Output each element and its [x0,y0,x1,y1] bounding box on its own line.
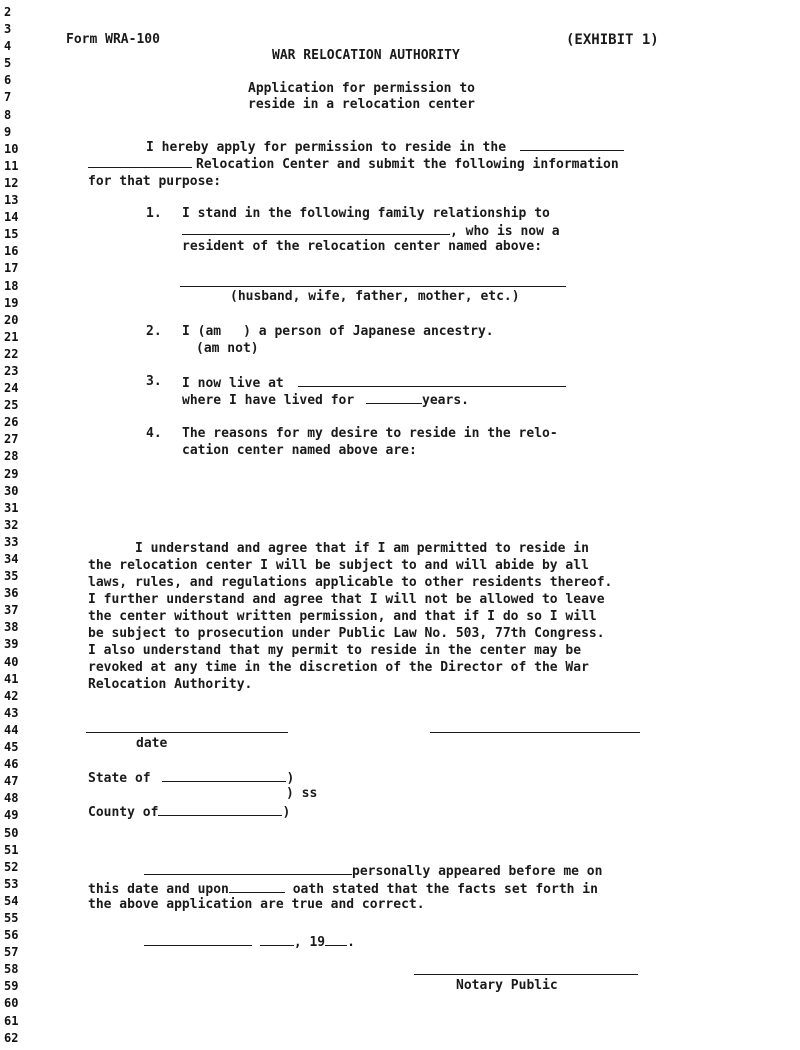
margin-line-number: 52 [4,859,19,874]
margin-line-number: 9 [4,124,12,139]
margin-line-number: 50 [4,825,19,840]
notary-line-3: the above application are true and correct. [88,897,425,912]
margin-line-number: 36 [4,586,19,601]
margin-line-number: 48 [4,791,19,806]
notary-text-1: personally appeared before me on [352,864,603,879]
margin-line-number: 19 [4,295,19,310]
intro-text-2: Relocation Center and submit the following information [196,157,619,172]
ancestry-option-am-not[interactable]: (am not) [196,341,259,356]
margin-line-number: 13 [4,193,19,208]
date-line[interactable] [86,732,288,733]
notary-line-1 [144,862,602,880]
agreement-line: the center without written permission, and that if I do so I will [88,609,597,624]
margin-line-number: 16 [4,244,19,259]
margin-line-number: 60 [4,996,19,1011]
ss-label: ) ss [286,786,318,801]
margin-line-number: 34 [4,552,19,566]
state-line: State of ) [88,771,295,786]
margin-line-number: 11 [4,158,19,173]
county-label: County of [88,805,159,820]
item-3-text-3: years. [422,393,469,408]
notary-day-field[interactable] [260,933,294,946]
county-line: County of ) [88,805,291,820]
appearing-person-field[interactable] [144,862,352,875]
item-4-line-1: The reasons for my desire to reside in the relo- [182,426,558,441]
notary-text-2a: this date and upon [88,882,229,897]
agency-name: WAR RELOCATION AUTHORITY [272,48,460,63]
margin-line-number: 24 [4,381,19,396]
margin-line-number: 45 [4,740,19,755]
oath-field[interactable] [229,880,285,893]
margin-line-number: 42 [4,688,19,703]
item-3-line-2 [182,391,469,409]
county-field[interactable] [158,803,282,816]
agreement-paragraph [88,540,612,693]
agreement-line: I understand and agree that if I am permitted to reside in [88,541,589,556]
intro-line-1 [146,138,624,156]
notary-line-2 [88,880,598,898]
margin-line-number: 14 [4,210,19,225]
notary-text-2b: oath stated that the facts set forth in [292,882,598,897]
form-number: Form WRA-100 [66,32,160,47]
margin-line-number: 12 [4,175,19,190]
address-field[interactable] [298,374,566,387]
title-line-1: Application for permission to [248,81,475,96]
margin-line-number: 21 [4,329,19,344]
margin-line-number: 22 [4,346,19,361]
margin-line-number: 59 [4,979,19,994]
agreement-line: the relocation center I will be subject to and will abide by all [88,558,589,573]
margin-line-number: 7 [4,90,12,105]
agreement-line: I further understand and agree that I will not be allowed to leave [88,592,605,607]
item-2-number: 2. [146,324,162,339]
title-line-2: reside in a relocation center [248,97,475,112]
state-label: State of [88,771,151,786]
state-field[interactable] [162,769,286,782]
item-2-text: ) a person of Japanese ancestry. [243,324,494,339]
margin-line-number: 28 [4,449,19,464]
item-3-number: 3. [146,374,162,389]
margin-line-number: 44 [4,722,19,737]
margin-line-number: 43 [4,705,19,720]
margin-line-number: 17 [4,261,19,276]
item-2-line-1 [182,324,494,340]
margin-line-number: 39 [4,637,19,652]
item-1-line-1: I stand in the following family relationship to [182,206,550,221]
margin-line-number: 58 [4,962,19,977]
item-3-line-1 [182,374,566,392]
margin-line-number: 57 [4,945,19,960]
margin-line-numbers [4,4,30,1047]
margin-line-number: 38 [4,620,19,635]
agreement-line: Relocation Authority. [88,677,253,692]
notary-year-field[interactable] [325,933,347,946]
margin-line-number: 41 [4,671,19,686]
notary-date-line [144,933,355,951]
margin-line-number: 3 [4,22,12,37]
margin-line-number: 29 [4,466,19,481]
margin-line-number: 47 [4,774,19,789]
date-label: date [136,736,168,751]
margin-line-number: 23 [4,363,19,378]
intro-text-1: I hereby apply for permission to reside in the [146,140,507,155]
agreement-line: be subject to prosecution under Public Law No. 503, 77th Congress. [88,626,605,641]
item-4-number: 4. [146,426,162,441]
margin-line-number: 20 [4,312,19,327]
year-prefix: 19 [309,935,326,950]
relative-name-field[interactable] [182,222,450,235]
margin-line-number: 33 [4,534,19,549]
item-1-line-2 [182,222,560,240]
margin-line-number: 31 [4,500,19,515]
margin-line-number: 30 [4,483,19,498]
ancestry-option-am[interactable]: I (am [182,324,222,339]
margin-line-number: 4 [4,39,12,54]
item-1-text-2: , who is now a [450,224,560,239]
margin-line-number: 6 [4,73,12,88]
margin-line-number: 26 [4,415,19,430]
intro-line-3: for that purpose: [88,174,222,189]
intro-line-2 [88,155,619,173]
margin-line-number: 40 [4,654,19,669]
margin-line-number: 25 [4,398,19,413]
margin-line-number: 8 [4,107,12,122]
years-field[interactable] [366,391,422,404]
notary-signature-line[interactable] [414,974,638,975]
date-comma: , [293,935,302,950]
margin-line-number: 5 [4,56,12,71]
notary-public-label: Notary Public [456,978,558,993]
agreement-line: I also understand that my permit to reside in the center may be [88,643,582,658]
margin-line-number: 2 [4,5,12,19]
agreement-line: revoked at any time in the discretion of the Director of the War [88,660,589,675]
relationship-hint: (husband, wife, father, mother, etc.) [230,289,520,304]
margin-line-number: 46 [4,757,19,772]
margin-line-number: 18 [4,278,19,293]
item-1-line-3: resident of the relocation center named above: [182,239,543,254]
item-3-text-2: where I have lived for [182,393,355,408]
center-name-field[interactable] [520,138,624,151]
agreement-line: laws, rules, and regulations applicable to other residents thereof. [88,575,613,590]
margin-line-number: 37 [4,603,19,618]
item-1-number: 1. [146,206,162,221]
margin-line-number: 56 [4,928,19,943]
exhibit-label: (EXHIBIT 1) [566,32,659,48]
margin-line-number: 53 [4,876,19,891]
margin-line-number: 55 [4,910,19,925]
margin-line-number: 10 [4,141,19,156]
margin-line-number: 49 [4,808,19,823]
item-3-text-1: I now live at [182,376,284,391]
margin-line-number: 62 [4,1030,19,1045]
margin-line-number: 51 [4,842,19,857]
margin-line-number: 27 [4,432,19,447]
relationship-field[interactable] [180,286,566,287]
reasons-field[interactable] [182,462,632,522]
margin-line-number: 61 [4,1013,19,1028]
margin-line-number: 15 [4,227,19,242]
signature-line[interactable] [430,732,640,733]
margin-line-number: 35 [4,569,19,584]
item-4-line-2: cation center named above are: [182,443,417,458]
center-name-field-2[interactable] [88,155,192,168]
margin-line-number: 54 [4,893,19,908]
date-period: . [347,935,355,950]
notary-month-field[interactable] [144,933,252,946]
margin-line-number: 32 [4,517,19,532]
